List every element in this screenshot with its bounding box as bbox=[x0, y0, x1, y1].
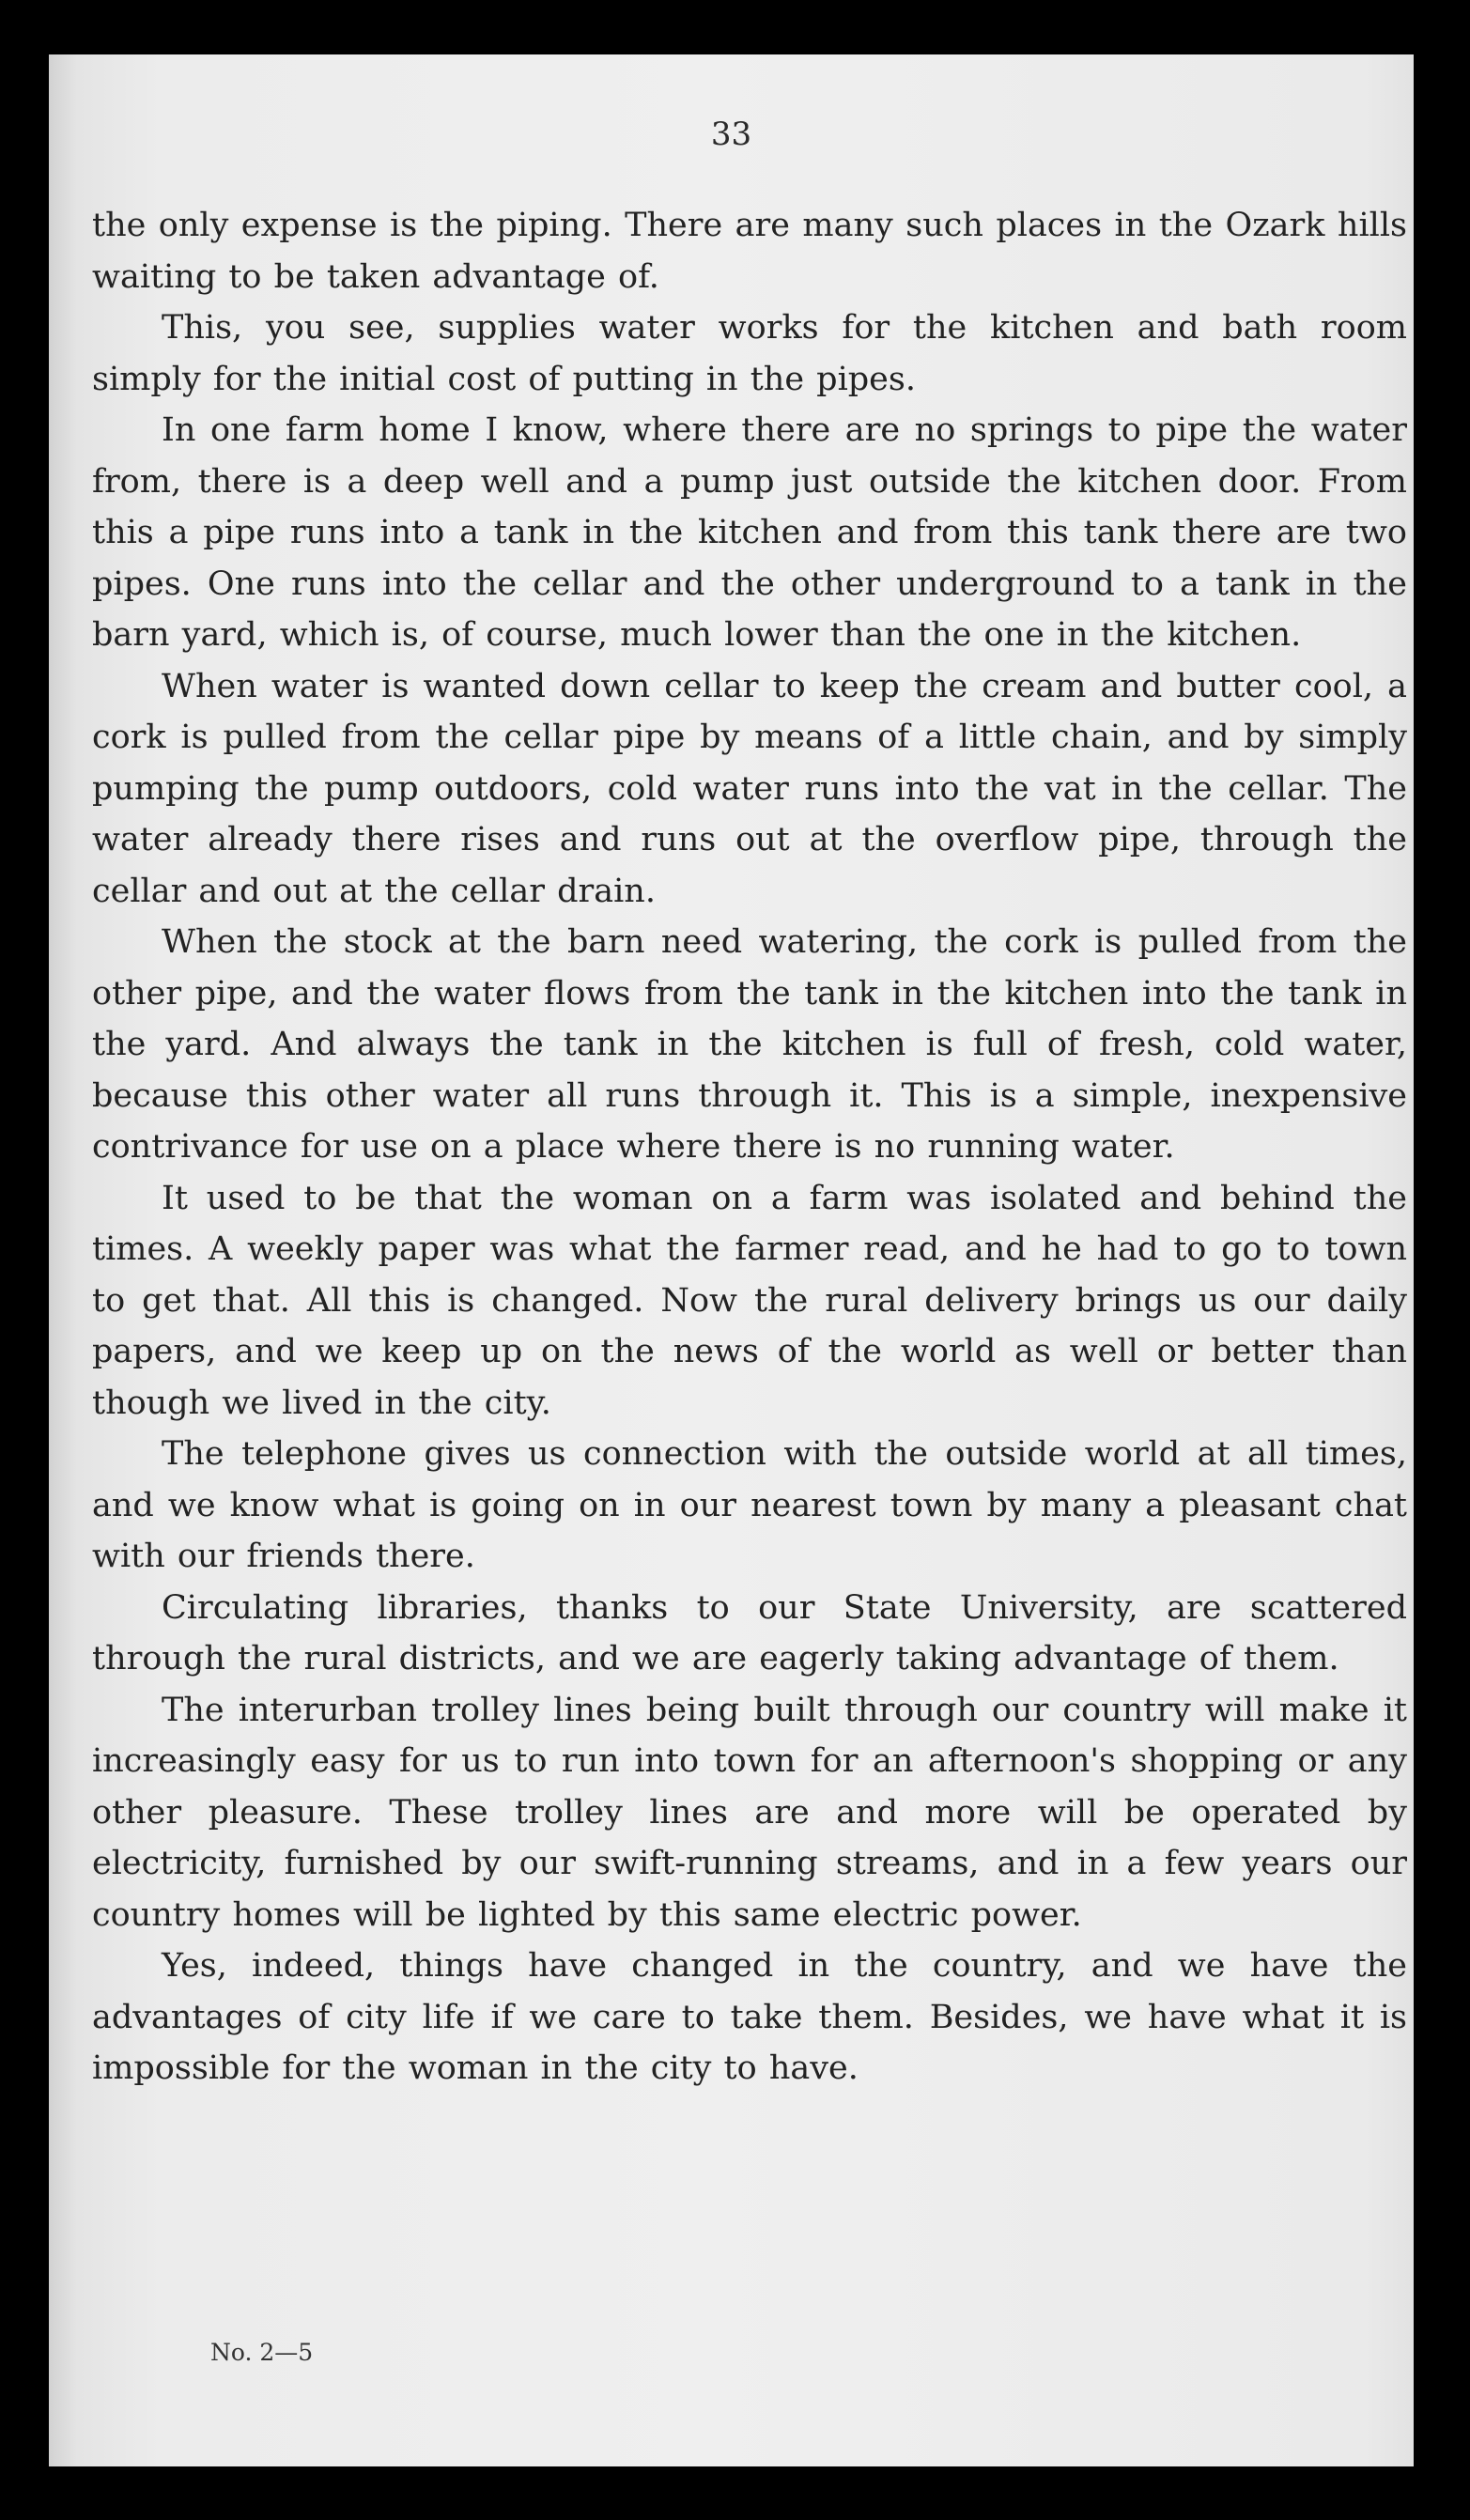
paragraph-5: When the stock at the barn need watering, the cork is pulled from the other pipe, and the water flows from the tank in the kitchen into the tank in the yard. And always the tank in the kitchen is full of fresh, cold water, because this other water all runs through it. This is a simple, inexpensive contrivance for use on a place where there is no running water. bbox=[92, 923, 1407, 1166]
paragraph-4: When water is wanted down cellar to keep the cream and butter cool, a cork is pulled from the cellar pipe by means of a little chain, and by simply pumping the pump outdoors, cold water runs into the vat in the cellar. The water already there rises and runs out at the overflow pipe, through the cellar and out at the cellar drain. bbox=[92, 667, 1407, 910]
paragraph-9: The interurban trolley lines being built through our country will make it increasingly easy for us to run into town for an afternoon's shopping or any other pleasure. These trolley lines are and more will be operated by electricity, furnished by our swift-running streams, and in a few years our country homes will be lighted by this same electric power. bbox=[92, 1691, 1407, 1934]
paragraph-8: Circulating libraries, thanks to our State University, are scattered through the rural districts, and we are eagerly taking advantage of them. bbox=[92, 1588, 1407, 1677]
page-number: 33 bbox=[710, 116, 752, 153]
signature-mark: No. 2—5 bbox=[210, 2339, 314, 2366]
paragraph-2: This, you see, supplies water works for the kitchen and bath room simply for the initial cost of putting in the pipes. bbox=[92, 309, 1407, 398]
paragraph-6: It used to be that the woman on a farm was isolated and behind the times. A weekly paper was what the farmer read, and he had to go to town to get that. All this is changed. Now the rural delivery brings us our daily papers, and we keep up on the news of the world as well or better than though we lived in the city. bbox=[92, 1179, 1407, 1422]
paragraph-10: Yes, indeed, things have changed in the country, and we have the advantages of city life if we care to take them. Besides, we have what it is impossible for the woman in the city to have. bbox=[92, 1947, 1407, 2087]
scanned-page bbox=[49, 54, 1414, 2466]
paragraph-3: In one farm home I know, where there are no springs to pipe the water from, there is a deep well and a pump just outside the kitchen door. From this a pipe runs into a tank in the kitchen and from this tank there are two pipes. One runs into the cellar and the other underground to a tank in the barn yard, which is, of course, much lower than the one in the kitchen. bbox=[92, 411, 1407, 654]
paragraph-7: The telephone gives us connection with the outside world at all times, and we know what is going on in our nearest town by many a pleasant chat with our friends there. bbox=[92, 1435, 1407, 1575]
paragraph-1: the only expense is the piping. There are many such places in the Ozark hills waiting to be taken advantage of. bbox=[92, 207, 1407, 296]
body-text bbox=[92, 200, 1407, 2095]
